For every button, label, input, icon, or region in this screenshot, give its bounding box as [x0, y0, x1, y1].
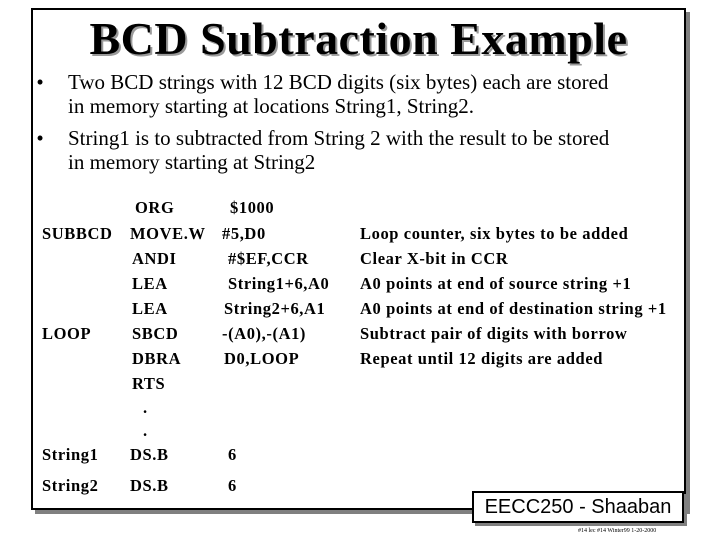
code-opcode: DBRA	[132, 349, 182, 368]
code-label: LOOP	[42, 324, 92, 343]
code-operand: D0,LOOP	[224, 349, 300, 368]
bullet-dot-icon: •	[36, 126, 44, 150]
bullet-line: in memory starting at String2	[68, 150, 316, 174]
code-operand: #$EF,CCR	[228, 249, 309, 268]
code-operand: -(A0),-(A1)	[222, 324, 307, 343]
code-comment: A0 points at end of source string +1	[360, 274, 632, 293]
bullet-list	[30, 70, 700, 182]
code-comment: Clear X-bit in CCR	[360, 249, 509, 268]
code-opcode: LEA	[132, 274, 168, 293]
code-operand: #5,D0	[222, 224, 266, 243]
bullet-item	[30, 126, 700, 174]
code-operand: String1+6,A0	[228, 274, 330, 293]
bullet-line: Two BCD strings with 12 BCD digits (six bytes) each are stored	[68, 70, 609, 94]
code-operand: 6	[228, 476, 237, 495]
code-comment: Repeat until 12 digits are added	[360, 349, 604, 368]
code-opcode: LEA	[132, 299, 168, 318]
code-opcode: .	[143, 398, 148, 417]
code-label: SUBBCD	[42, 224, 113, 243]
code-opcode: DS.B	[130, 445, 169, 464]
code-label: String1	[42, 445, 99, 464]
code-opcode: DS.B	[130, 476, 169, 495]
footer-note: #14 lec #14 Winter99 1-20-2000	[578, 528, 657, 534]
code-comment: Loop counter, six bytes to be added	[360, 224, 629, 243]
code-opcode: MOVE.W	[130, 224, 206, 243]
code-comment: A0 points at end of destination string +1	[360, 299, 667, 318]
bullet-dot-icon: •	[36, 70, 44, 94]
code-operand: 6	[228, 445, 237, 464]
code-opcode: ORG	[135, 198, 175, 217]
course-footer: EECC250 - Shaaban	[472, 491, 684, 523]
code-opcode: .	[143, 421, 148, 440]
code-operand: $1000	[230, 198, 275, 217]
code-opcode: SBCD	[132, 324, 179, 343]
code-opcode: RTS	[132, 374, 166, 393]
bullet-line: String1 is to subtracted from String 2 with the result to be stored	[68, 126, 610, 150]
bullet-line: in memory starting at locations String1, String2.	[68, 94, 474, 118]
code-opcode: ANDI	[132, 249, 177, 268]
slide-title: BCD Subtraction Example	[89, 13, 628, 64]
code-operand: String2+6,A1	[224, 299, 326, 318]
code-label: String2	[42, 476, 99, 495]
bullet-item	[30, 70, 700, 118]
code-comment: Subtract pair of digits with borrow	[360, 324, 628, 343]
